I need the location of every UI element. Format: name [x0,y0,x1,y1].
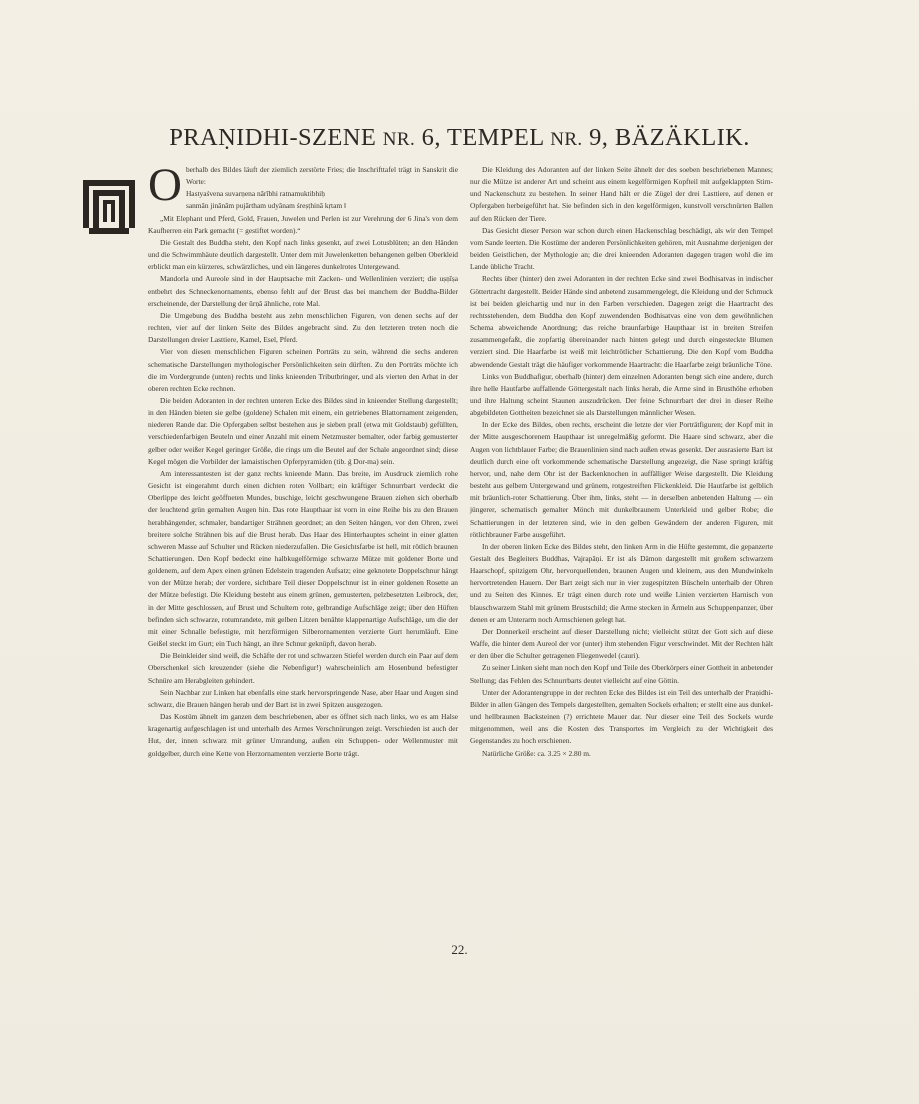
title-segment: 6, TEMPEL [421,124,544,151]
title-segment: NR. [382,129,416,150]
sanskrit-verse: Hastyaśvena suvarṇena nārībhi ratnamuktibhiḥ [185,189,325,199]
paragraph: Links von Buddhafigur, oberhalb (hinter) dem einzelnen Adoranten bengt sich eine andere, durch ihre helle Hautfarbe auffallende Göttergestalt nach links herab, die Arme sind in Brusthöhe erhoben und ihre Haltung scheint Staunen auszudrücken. Der feine Schnurrbart der drei in dieser Reihe abgebildeten Gottheiten bezeichnet sie als Darstellungen männlicher Wesen. [470,371,773,418]
left-column [148,159,458,760]
paragraph: Mandorla und Aureole sind in der Hauptsache mit Zacken- und Wellenlinien verziert; die uṣṇīṣa entbehrt des Schneckenornaments, ebenso fehlt auf der Brust das bei manchem der Buddha-Bilder erscheinende, der Darstellung der ūrṇā ähnliche, rote Mal. [148,274,458,308]
paragraph: Die Kleidung des Adoranten auf der linken Seite ähnelt der des soeben beschriebenen Mannes; nur die Mütze ist anderer Art und scheint aus einem kegelförmigen Kopfteil mit aufgeklappten Stirn- und Nackenschutz zu bestehen. In seiner Hand hält er die Zügel der drei Lasttiere, auf denen er Opfergaben herbeigeführt hat. Sie befinden sich in den kegelförmigen, kunstvoll verschnürten Ballen auf den Rücken der Tiere. [470,165,773,223]
title-segment: NR. [550,129,583,150]
verse-translation: „Mit Elephant und Pferd, Gold, Frauen, Juwelen und Perlen ist zur Verehrung der 6 Jina's von dem Kaufherren ein Park gemacht (= gestiftet worden).“ [148,213,458,235]
right-column [470,164,773,760]
drop-cap: O [148,159,182,211]
page-title [0,124,919,152]
paragraph: Das Kostüm ähnelt im ganzen dem beschriebenen, aber es öffnet sich nach links, wo es am Halse kragenartig aufgeschlagen ist und unterhalb des Armes Verschnürungen zeigt. Verschieden ist auch der Hut, der, innen schwarz mit grüner Umrandung, außen ein Schuppen- oder Wellenmuster mit goldgelber, durch eine Kette von Herzornamenten verzierte Borte trägt. [148,712,458,758]
paragraph: Rechts über (hinter) den zwei Adoranten in der rechten Ecke sind zwei Bodhisatvas in indischer Göttertracht dargestellt. Beider Hände sind anbetend zusammengelegt, die Kleidung und der Schmuck ist bei beiden gleichartig und nur in den Farben verschieden. Dagegen zeigt die Haartracht des rechtsstehenden, dem Buddha den Kopf zuwendenden Bodhisatvas eine von dem gewöhnlichen Schema abweichende Anordnung; das reiche braunfarbige Haupthaar ist in breiten Streifen zusammengefaßt, die zopfartig übereinander nach hinten gelegt und durch eingesteckte Blumen verziert sind. Die Haarfarbe ist weiß mit leichtrötlicher Schattierung. Die den Kopf vom Buddha abwendende Gestalt trägt die häufiger vorkommende Haartracht: die Haarfarbe zeigt bräunliche Töne. [470,274,773,369]
title-segment: PRAṆIDHI-SZENE [169,124,377,151]
paragraph: In der oberen linken Ecke des Bildes steht, den linken Arm in die Hüfte gestemmt, die gepanzerte Gestalt des Begleiters Buddhas, Vajrapāṇi. Er ist als Dämon dargestellt mit großem schwarzem Haarschopf, spitzigem Ohr, hervorquellenden, braunen Augen und kleinem, aus den Mundwinkeln hervortretenden Hauern. Der Bart zeigt sich nur in vier zugespitzten Büscheln unterhalb der Ohren und zu Seiten des Kinnes. Er trägt einen durch rote und weiße Linien verzierten Harnisch von blauschwarzem Stahl mit grünem Brustschild; die Arme stecken in Ärmeln aus Schuppenpanzer, über denen er am Unterarm noch Armschienen gelegt hat. [470,541,773,624]
paragraph: Zu seiner Linken sieht man noch den Kopf und Teile des Oberkörpers einer Gottheit in anbetender Stellung; das Fehlen des Schnurrbarts deutet vielleicht auf eine Göttin. [470,663,773,685]
paragraph: Die Gestalt des Buddha steht, den Kopf nach links gesenkt, auf zwei Lotusblüten; an den Händen und die Schwimmhäute deutlich dargestellt. Unter dem mit Juwelenketten behangenen gelben Oberkleid erblickt man ein kürzeres, schwärzliches, und ein längeres dunkelrotes Untergewand. [148,237,458,272]
paragraph: Sein Nachbar zur Linken hat ebenfalls eine stark hervorspringende Nase, aber Haar und Augen sind schwarz, die Brauen hängen herab und der Bart ist in zwei Spitzen ausgezogen. [148,687,458,709]
paragraph: Der Donnerkeil erscheint auf dieser Darstellung nicht; vielleicht stützt der Gott sich auf diese Waffe, die hinter dem Aureol der vor (unter) ihm stehenden Figur verschwindet. Mit der Rechten hält er den über die Schulter getragenen Fliegenwedel (cauri). [470,626,773,661]
page-number: 22. [451,942,468,957]
paragraph: In der Ecke des Bildes, oben rechts, erscheint die letzte der vier Porträtfiguren; der Kopf mit in der Mitte ausgeschorenem Haupthaar ist unregelmäßig geformt. Die Haare sind schwarz, aber die Augen von lichtblauer Farbe; die Brauenlinien sind nach außen etwas gesenkt. Der ausrasierte Bart ist deutlich durch eine oft vorkommende schematische Darstellung angezeigt, die Nase springt kräftig hervor, und, nahe dem Ohr ist der Backenknochen in auffälliger Weise dargestellt. Die Kleidung besteht aus gelbem Untergewand und grünem, rotgestreiften Flickenkleid. Die Hautfarbe ist gelblich mit bräunlich-roter Schattierung. Über ihm, links, steht — in derselben anbetenden Haltung — ein jüngerer, schematisch gemalter Mönch mit dunkelbraunem Unterkleid und gelber Robe; die Schattierungen in der letzteren sind, wie in den gelben Gewändern der anderen Figuren, mit rötlichbrauner Farbe ausgeführt. [470,420,773,539]
paragraph: Die Beinkleider sind weiß, die Schäfte der rot und schwarzen Stiefel werden durch ein Paar auf dem Oberschenkel sich kreuzender (siehe die Nebenfigur!) wahrscheinlich am Hosenbund befestigter Schnüre am Herabgleiten gehindert. [148,651,458,685]
dimensions-note: Natürliche Größe: ca. 3.25 × 2.80 m. [482,748,591,758]
paragraph: Am interessantesten ist der ganz rechts knieende Mann. Das breite, im Ausdruck ziemlich rohe Gesicht ist eingerahmt durch einen dichten roten Vollbart; ein kräftiger Schnurrbart verdeckt die Oberlippe des leicht geöffneten Mundes, buschige, leicht geschwungene Brauen ziehen sich oberhalb der leuchtend grün gemalten Augen hin. Das rote Haupthaar ist vorn in eine Reihe bis zu den Brauen herabhängender, schmaler, bandartiger Strähnen geordnet; an den Seiten hängen, vor den Ohren, zwei breitere solche Strähnen bis auf die Brust herab. Das Haar des Hinterhauptes scheint in einer glatten schweren Masse auf Schulter und Rücken niederzufallen. Die Gesichtsfarbe ist hell, mit rötlich braunen Schattierungen. Den Kopf bedeckt eine halbkugelförmige schwarze Mütze mit goldener Borte und goldenem, auf dem Apex einen grünen Edelstein tragenden Aufsatz; eine geknotete Doppelschnur hängt von der Mütze herab; der vordere, sichtbare Teil dieser Doppelschnur ist in einer goldenen Rosette an der Mütze befestigt. Die Kleidung besteht aus einem grünen, gemusterten, pelzbesetzten Leibrock, der, in der Mitte geschlossen, auf Brust und Schultern rote, gelbrandige Aufschläge zeigt; über den Hüften befinden sich schwarze, rotumrandete, mit gelben Litzen benähte klappenartige Aufschläge, um die der mit einer Schnalle befestigte, mit herzförmigen Silberornamenten verzierte Gurt herumläuft. Eine Geißel steckt im Gurt; ein Tuch hängt, an ihre Schnur geknüpft, davon herab. [148,468,458,649]
title-segment: 9, BÄZÄKLIK. [589,124,750,151]
paragraph: Das Gesicht dieser Person war schon durch einen Hackenschlag beschädigt, als wir den Tempel vom Sande leerten. Die Kostüme der anderen Persönlichkeiten gehören, mit Ausnahme derjenigen der beiden Geistlichen, der Mythologie an; die drei knieenden Adoranten dagegen tragen wohl die im Lande übliche Tracht. [470,225,773,272]
paragraph: Die beiden Adoranten in der rechten unteren Ecke des Bildes sind in knieender Stellung dargestellt; in den Händen bieten sie gelbe (goldene) Schalen mit einem, ein getriebenes Blattornament zeigenden, niederen Rande dar. Die Opfergaben selbst bestehen aus je sieben prall (etwa mit Goldstaub) gefüllten, verschiedenfarbigen Beuteln und einer Anzahl mit einem Netzmuster bemalter, oder farbig gemusterter gelber oder weißer Kegel geringer Größe, die rings um die Beutel auf der Schale angeordnet sind; diese Kegel mögen die Vorbilder der lamaistischen Opferpyramiden (tib. ǵ Dor-ma) sein. [148,395,458,466]
sanskrit-verse: sanmān jinānām pujārtham udyānam śreṣṭhinā kṛtam ‖ [185,201,347,211]
paragraph: Die Umgebung des Buddha besteht aus zehn menschlichen Figuren, von denen sechs auf der rechten, vier auf der linken Seite des Bildes angebracht sind. Zu den letzteren treten noch die Darstellungen dreier Lasttiere, Kamel, Esel, Pferd. [148,310,458,345]
square-spiral-ornament-icon [83,180,135,234]
paragraph: Vier von diesen menschlichen Figuren scheinen Porträts zu sein, während die sechs anderen schematische Darstellungen mythologischer Persönlichkeiten sein dürften. Zu den Porträts möchte ich die im Vordergrunde (unten) rechts und links knieenden Tributbringer, und als vierten den Arhat in der oberen rechten Ecke rechnen. [148,347,458,393]
paragraph: Unter der Adorantengruppe in der rechten Ecke des Bildes ist ein Teil des unterhalb der Praṇidhi-Bilder in allen Gängen des Tempels dargestellten, gemalten Sockels erhalten; er stellt eine aus dunkel- und hellbraunen Backsteinen (?) errichtete Mauer dar. Nur dieser eine Teil des Sockels wurde mitgenommen, weil ans die Kosten des Transportes im Vergleich zu der Wichtigkeit des Gegenstandes zu hoch erschienen. [470,687,773,746]
paragraph: berhalb des Bildes läuft der ziemlich zerstörte Fries; die Inschrifttafel trägt in Sanskrit die Worte: [185,165,458,187]
